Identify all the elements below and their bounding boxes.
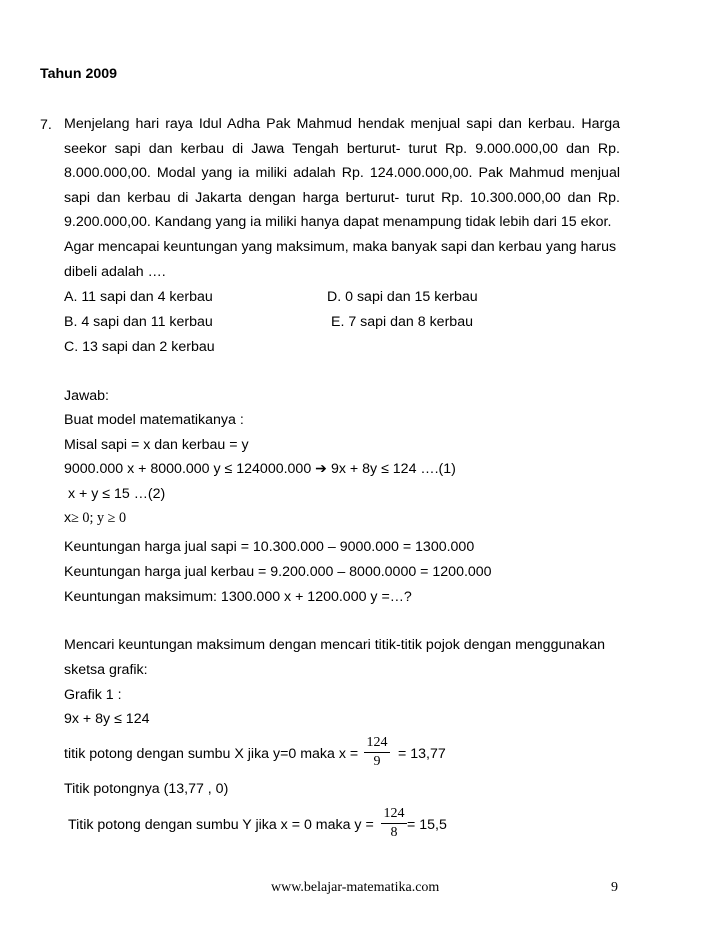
question-line: 8.000.000,00. Modal yang ia miliki adalah Rp. 124.000.000,00. Pak Mahmud menjual — [64, 165, 620, 181]
option-b: B. 4 sapi dan 11 kerbau — [64, 314, 213, 330]
y-intercept-fraction — [381, 806, 407, 841]
constraint-1: 9000.000 x + 8000.000 y ≤ 124000.000 ➔ 9x + 8y ≤ 124 ….(1) — [64, 461, 456, 477]
intercept-point: Titik potongnya (13,77 , 0) — [64, 781, 229, 797]
model-line: Buat model matematikanya : — [64, 412, 244, 428]
question-line: sapi dan kerbau di Jakarta dengan harga berturut- turut Rp. 10.300.000,00 dan Rp. — [64, 190, 620, 206]
x-intercept-fraction — [364, 735, 390, 770]
graph-label: Grafik 1 : — [64, 687, 122, 703]
fraction-numerator: 124 — [381, 806, 407, 824]
option-a: A. 11 sapi dan 4 kerbau — [64, 289, 213, 305]
question-line: dibeli adalah …. — [64, 264, 166, 280]
constraint-3 — [64, 510, 126, 527]
question-line: Agar mencapai keuntungan yang maksimum, maka banyak sapi dan kerbau yang harus — [64, 239, 617, 255]
profit-max: Keuntungan maksimum: 1300.000 x + 1200.000 y =…? — [64, 589, 412, 605]
fraction-denominator: 8 — [390, 825, 398, 840]
page-number: 9 — [611, 880, 618, 895]
method-line: Mencari keuntungan maksimum dengan mencari titik-titik pojok dengan menggunakan — [64, 637, 606, 653]
option-e: E. 7 sapi dan 8 kerbau — [331, 314, 473, 330]
variable-line: Misal sapi = x dan kerbau = y — [64, 437, 249, 453]
answer-label: Jawab: — [64, 388, 109, 404]
y-intercept-text: Titik potong dengan sumbu Y jika x = 0 maka y = — [68, 817, 374, 833]
profit-sapi: Keuntungan harga jual sapi = 10.300.000 – 9000.000 = 1300.000 — [64, 539, 475, 555]
y-intercept-result: = 15,5 — [407, 817, 447, 833]
x-intercept-text: titik potong dengan sumbu X jika y=0 maka x = — [64, 746, 359, 762]
fraction-denominator: 9 — [373, 754, 381, 769]
x-intercept-result: = 13,77 — [398, 746, 446, 762]
constraint-3-prefix: x — [64, 510, 72, 526]
option-d: D. 0 sapi dan 15 kerbau — [327, 289, 478, 305]
inequality: 9x + 8y ≤ 124 — [64, 711, 150, 727]
question-line: Menjelang hari raya Idul Adha Pak Mahmud hendak menjual sapi dan kerbau. Harga — [64, 116, 620, 132]
option-c: C. 13 sapi dan 2 kerbau — [64, 339, 215, 355]
section-heading: Tahun 2009 — [40, 66, 118, 82]
profit-kerbau: Keuntungan harga jual kerbau = 9.200.000 – 8000.0000 = 1200.000 — [64, 564, 492, 580]
method-line: sketsa grafik: — [64, 662, 148, 678]
footer-website: www.belajar-matematika.com — [271, 880, 440, 895]
question-line: seekor sapi dan kerbau di Jawa Tengah berturut- turut Rp. 9.000.000,00 dan Rp. — [64, 141, 620, 157]
question-line: 9.200.000,00. Kandang yang ia miliki hanya dapat menampung tidak lebih dari 15 ekor. — [64, 214, 612, 230]
question-number: 7. — [40, 117, 52, 133]
constraint-2: x + y ≤ 15 …(2) — [68, 486, 166, 502]
fraction-numerator: 124 — [364, 735, 390, 753]
constraint-3-rest: ≥ 0; y ≥ 0 — [71, 510, 127, 526]
